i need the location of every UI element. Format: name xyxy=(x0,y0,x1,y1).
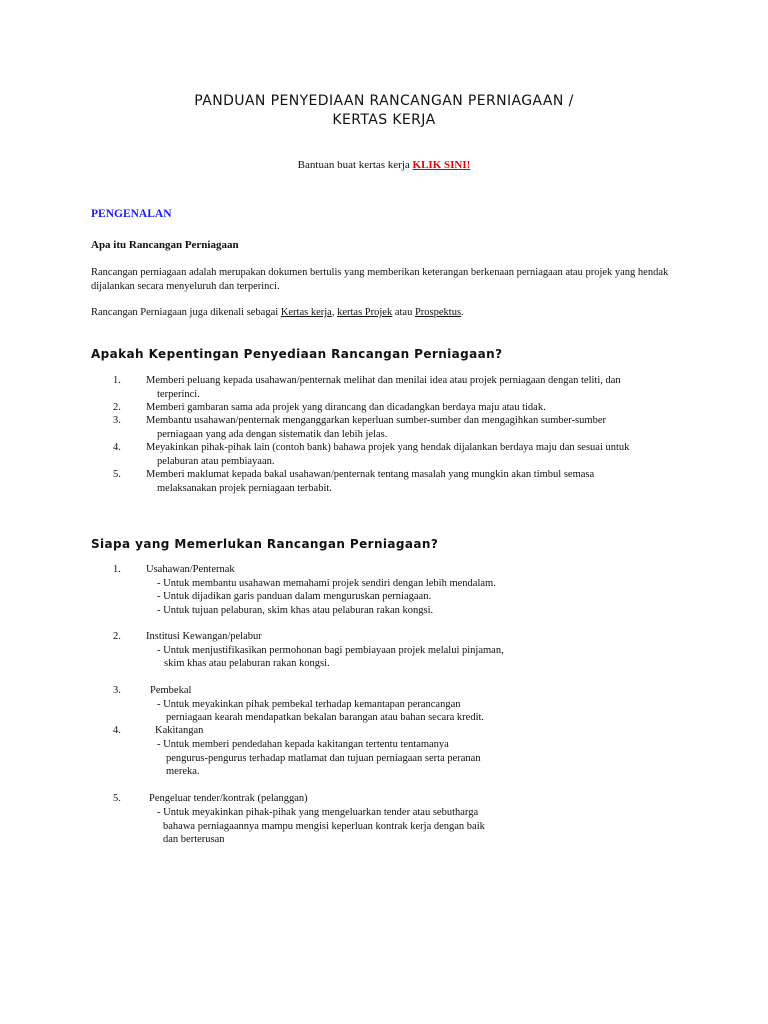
importance-item-text-continued: melaksanakan projek perniagaan terbabit. xyxy=(157,483,332,494)
who-item-line: - Untuk memberi pendedahan kepada kakitangan tertentu tentamanya xyxy=(157,739,449,750)
document-title-line-2: KERTAS KERJA xyxy=(332,112,436,128)
who-item-number: 3. xyxy=(113,685,121,696)
importance-item-text: Memberi gambaran sama ada projek yang dirancang dan dicadangkan berdaya maju atau tidak. xyxy=(146,402,546,413)
who-item-line: skim khas atau pelaburan rakan kongsi. xyxy=(164,658,330,669)
who-item-line: - Untuk tujuan pelaburan, skim khas atau pelaburan rakan kongsi. xyxy=(157,605,434,616)
who-item-line: pengurus-pengurus terhadap matlamat dan tujuan perniagaan serta peranan xyxy=(166,753,481,764)
importance-heading: Apakah Kepentingan Penyediaan Rancangan Perniagaan? xyxy=(91,347,503,361)
help-line xyxy=(0,159,768,171)
who-item-line: - Untuk meyakinkan pihak-pihak yang mengeluarkan tender atau sebutharga xyxy=(157,807,479,818)
who-item-line: - Untuk menjustifikasikan permohonan bagi pembiayaan projek melalui pinjaman, xyxy=(157,645,504,656)
importance-item-number: 4. xyxy=(113,442,121,453)
separator: atau xyxy=(392,307,415,318)
separator: . xyxy=(461,307,464,318)
document-title-line-1: PANDUAN PENYEDIAAN RANCANGAN PERNIAGAAN / xyxy=(194,93,574,109)
help-text: Bantuan buat kertas kerja xyxy=(297,159,413,171)
intro-paragraph-2-text: Rancangan Perniagaan juga dikenali sebagai xyxy=(91,307,281,318)
importance-item-text: Memberi peluang kepada usahawan/penternak melihat dan menilai idea atau projek perniagaan dengan teliti, dan xyxy=(146,375,621,386)
who-item-number: 2. xyxy=(113,631,121,642)
importance-item-number: 3. xyxy=(113,415,121,426)
intro-paragraph-1: Rancangan perniagaan adalah merupakan dokumen bertulis yang memberikan keterangan berkenaan perniagaan atau projek yang hendak dijalankan secara menyeluruh dan terperinci. xyxy=(91,267,669,292)
intro-heading: PENGENALAN xyxy=(91,208,172,220)
who-heading: Siapa yang Memerlukan Rancangan Perniagaan? xyxy=(91,537,439,551)
who-item-line: - Untuk membantu usahawan memahami projek sendiri dengan lebih mendalam. xyxy=(157,578,496,589)
who-item-number: 4. xyxy=(113,725,121,736)
who-item-line: bahawa perniagaannya mampu mengisi keperluan kontrak kerja dengan baik xyxy=(163,821,485,832)
who-item-title: Institusi Kewangan/pelabur xyxy=(146,631,262,642)
who-item-title: Pembekal xyxy=(150,685,192,696)
who-item-line: dan berterusan xyxy=(163,834,225,845)
importance-item-text-continued: pelaburan atau pembiayaan. xyxy=(157,456,275,467)
who-item-line: - Untuk dijadikan garis panduan dalam menguruskan perniagaan. xyxy=(157,591,432,602)
who-item-title: Kakitangan xyxy=(155,725,204,736)
intro-paragraph-2 xyxy=(91,306,691,320)
importance-item-number: 5. xyxy=(113,469,121,480)
who-item-line: perniagaan kearah mendapatkan bekalan barangan atau bahan secara kredit. xyxy=(166,712,485,723)
importance-item-text-continued: perniagaan yang ada dengan sistematik dan lebih jelas. xyxy=(157,429,388,440)
importance-item-text: Memberi maklumat kepada bakal usahawan/penternak tentang masalah yang mungkin akan timbul semasa xyxy=(146,469,595,480)
importance-item-text: Meyakinkan pihak-pihak lain (contoh bank) bahawa projek yang hendak dijalankan berdaya maju dan sesuai untuk xyxy=(146,442,630,453)
link-kertas-projek[interactable]: kertas Projek xyxy=(337,307,393,318)
who-item-line: - Untuk meyakinkan pihak pembekal terhadap kemantapan perancangan xyxy=(157,699,461,710)
link-kertas-kerja[interactable]: Kertas kerja xyxy=(280,307,332,318)
importance-item-number: 2. xyxy=(113,402,121,413)
intro-subheading: Apa itu Rancangan Perniagaan xyxy=(91,239,239,251)
separator: , xyxy=(331,307,338,318)
importance-item-text: Membantu usahawan/penternak menganggarkan keperluan sumber-sumber dan mengagihkan sumber-sumber xyxy=(146,415,606,426)
who-item-title: Pengeluar tender/kontrak (pelanggan) xyxy=(149,793,308,804)
link-prospektus[interactable]: Prospektus xyxy=(414,307,462,318)
who-item-number: 5. xyxy=(113,793,121,804)
importance-item-number: 1. xyxy=(113,375,121,386)
who-item-line: mereka. xyxy=(166,766,200,777)
who-item-number: 1. xyxy=(113,564,121,575)
who-item-title: Usahawan/Penternak xyxy=(146,564,235,575)
importance-item-text-continued: terperinci. xyxy=(157,389,200,400)
help-link[interactable]: KLIK SINI! xyxy=(412,159,471,171)
